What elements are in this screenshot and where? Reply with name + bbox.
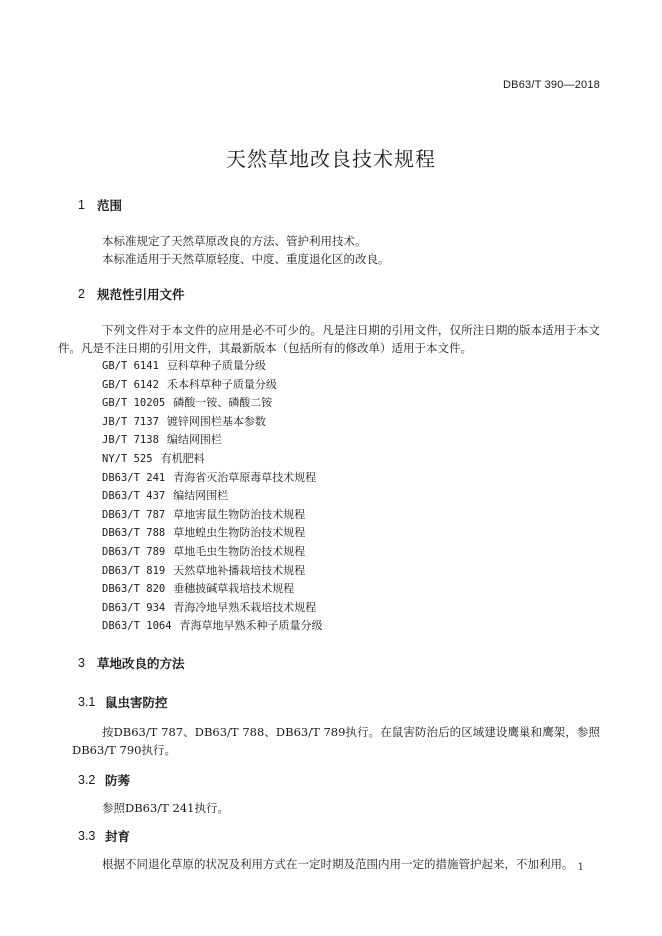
- reference-item: [78, 394, 600, 413]
- reference-item: [78, 599, 600, 618]
- reference-title: 草地毛虫生物防治技术规程: [173, 544, 306, 558]
- reference-code: DB63/T 787: [102, 508, 166, 521]
- paragraph: 本标准适用于天然草原轻度、中度、重度退化区的改良。: [102, 252, 390, 266]
- reference-title: 草地蝗虫生物防治技术规程: [173, 526, 306, 540]
- reference-code: JB/T 7138: [102, 434, 159, 447]
- reference-item: [78, 580, 600, 599]
- reference-item: [78, 357, 600, 376]
- reference-code: JB/T 7137: [102, 415, 159, 428]
- page-number: 1: [577, 862, 584, 873]
- reference-title: 垂穗披碱草栽培技术规程: [173, 582, 295, 596]
- subsection-3-3-heading: [78, 827, 600, 845]
- reference-code: DB63/T 437: [102, 490, 166, 503]
- reference-title: 豆科草种子质量分级: [166, 359, 266, 372]
- subsection-title: 鼠虫害防控: [105, 695, 168, 710]
- reference-title: 青海冷地早熟禾栽培技术规程: [173, 600, 317, 614]
- reference-code: DB63/T 819: [102, 564, 166, 577]
- section-number: 3: [78, 655, 85, 670]
- reference-item: [78, 487, 600, 506]
- subsection-3-1-heading: [78, 693, 600, 711]
- subsection-title: 封育: [105, 829, 131, 844]
- reference-title: 青海省灭治草原毒草技术规程: [173, 470, 317, 484]
- reference-title: 镀锌网围栏基本参数: [166, 414, 266, 428]
- document-body: [58, 196, 600, 873]
- reference-code: DB63/T 1064: [102, 620, 172, 633]
- reference-item: [78, 413, 600, 432]
- section-number: 2: [78, 287, 85, 301]
- section-title: 草地改良的方法: [97, 656, 185, 671]
- section-number: 1: [78, 198, 85, 212]
- reference-code: DB63/T 789: [102, 545, 166, 558]
- document-title: 天然草地改良技术规程: [226, 149, 436, 171]
- reference-title: 编结网围栏: [166, 433, 222, 447]
- reference-list: [78, 357, 600, 636]
- reference-code: NY/T 525: [102, 452, 153, 465]
- standard-code: DB63/T 390—2018: [503, 79, 600, 91]
- subsection-number: 3.1: [78, 694, 96, 709]
- paragraph: 参照DB63/T 241执行。: [102, 800, 229, 815]
- subsection-number: 3.2: [78, 772, 96, 787]
- reference-title: 草地害鼠生物防治技术规程: [173, 507, 306, 521]
- reference-item: [78, 617, 600, 636]
- reference-code: GB/T 6141: [102, 360, 159, 372]
- reference-item: [78, 543, 600, 562]
- paragraph: 本标准规定了天然草原改良的方法、管护利用技术。: [102, 234, 367, 248]
- reference-title: 天然草地补播栽培技术规程: [173, 563, 306, 577]
- reference-item: [78, 376, 600, 395]
- reference-code: DB63/T 820: [102, 583, 166, 596]
- reference-item: [78, 431, 600, 450]
- section-title: 范围: [97, 199, 123, 213]
- reference-code: DB63/T 241: [102, 471, 166, 484]
- reference-item: [78, 524, 600, 543]
- section-title: 规范性引用文件: [97, 288, 185, 302]
- section-2-heading: [78, 285, 600, 303]
- paragraph: 下列文件对于本文件的应用是必不可少的。凡是注日期的引用文件，仅所注日期的版本适用于本文件。凡是不注日期的引用文件，其最新版本（包括所有的修改单）适用于本文件。: [58, 323, 600, 355]
- reference-code: GB/T 10205: [102, 397, 166, 410]
- paragraph: 根据不同退化草原的状况及利用方式在一定时期及范围内用一定的措施管护起来，不加利用。: [102, 856, 574, 871]
- reference-code: DB63/T 788: [102, 527, 166, 540]
- reference-item: [78, 506, 600, 525]
- reference-code: GB/T 6142: [102, 378, 159, 391]
- paragraph: 按DB63/T 787、DB63/T 788、DB63/T 789执行。在鼠害防治后的区域建设鹰巢和鹰架，参照DB63/T 790执行。: [72, 724, 600, 757]
- section-3-heading: [78, 654, 600, 672]
- reference-item: [78, 562, 600, 581]
- subsection-3-2-heading: [78, 771, 600, 789]
- section-1-heading: [78, 196, 600, 214]
- subsection-title: 防莠: [105, 773, 131, 788]
- reference-title: 有机肥料: [160, 451, 205, 465]
- reference-item: [78, 469, 600, 488]
- reference-title: 青海草地早熟禾种子质量分级: [179, 619, 323, 633]
- reference-title: 磷酸一铵、磷酸二铵: [173, 396, 273, 410]
- reference-title: 禾本科草种子质量分级: [166, 377, 277, 391]
- reference-title: 编结网围栏: [173, 489, 229, 503]
- reference-code: DB63/T 934: [102, 601, 166, 614]
- reference-item: [78, 450, 600, 469]
- subsection-number: 3.3: [78, 828, 96, 843]
